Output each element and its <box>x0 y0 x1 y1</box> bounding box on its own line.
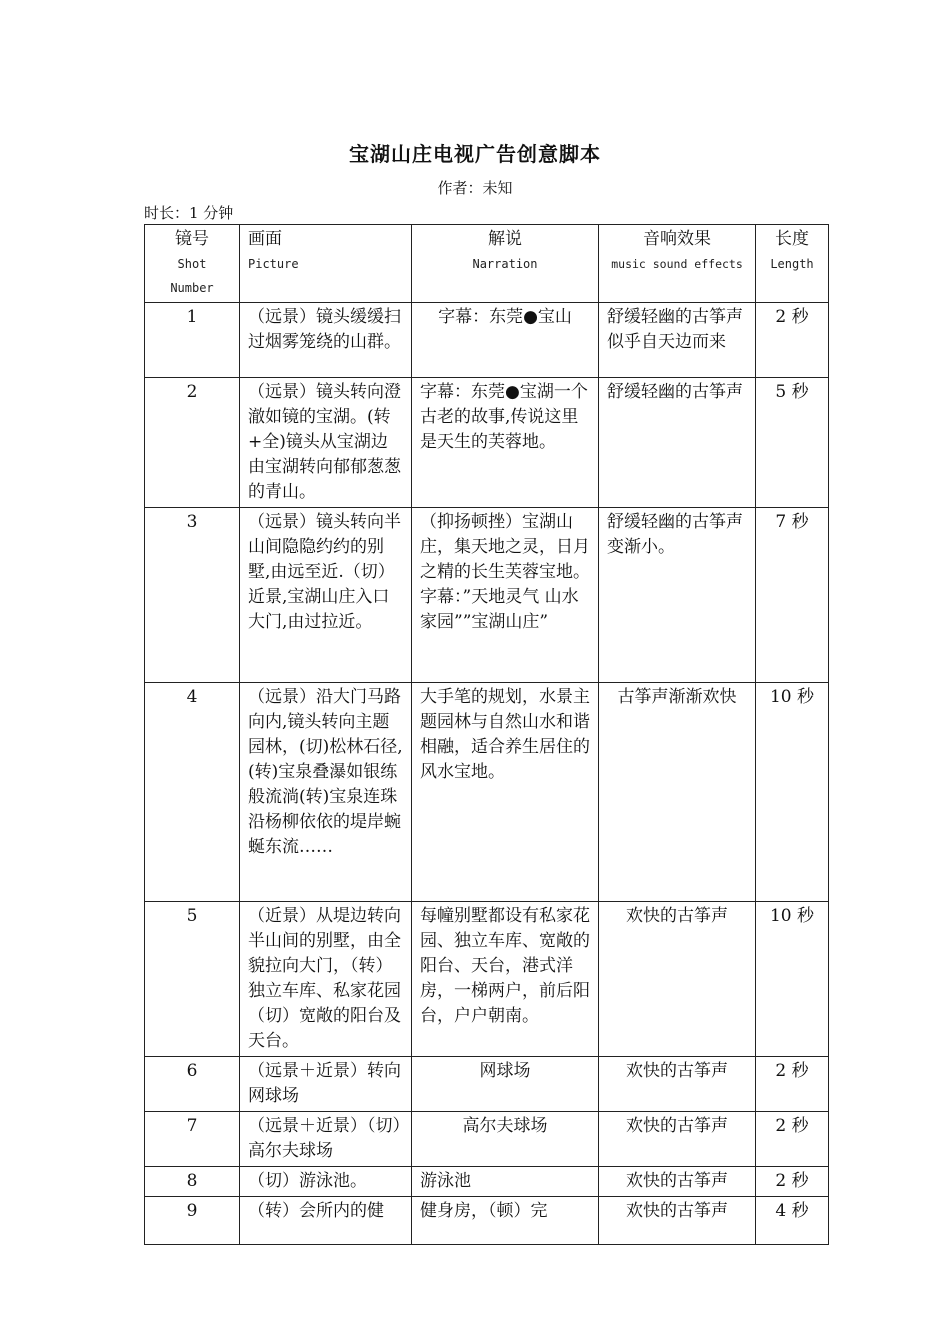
table-row <box>145 1167 829 1197</box>
cell-narration: 大手笔的规划，水景主题园林与自然山水和谐相融，适合养生居住的风水宝地。 <box>412 683 599 902</box>
duration-line: 时长：1 分钟 <box>144 204 234 222</box>
cell-narration: 游泳池 <box>412 1167 599 1197</box>
script-table <box>144 224 829 1245</box>
cell-length: 2 秒 <box>756 1057 829 1112</box>
cell-length: 10 秒 <box>756 902 829 1057</box>
table-row <box>145 508 829 683</box>
cell-picture: （远景）镜头转向半山间隐隐约约的别墅,由远至近.（切）近景,宝湖山庄入口大门,由过拉近。 <box>240 508 412 683</box>
cell-sound: 舒缓轻幽的古筝声似乎自天边而来 <box>599 303 756 378</box>
table-row <box>145 1112 829 1167</box>
cell-length: 7 秒 <box>756 508 829 683</box>
cell-narration: （抑扬顿挫）宝湖山庄，集天地之灵，日月之精的长生芙蓉宝地。字幕：”天地灵气 山水家园””宝湖山庄” <box>412 508 599 683</box>
page-title: 宝湖山庄电视广告创意脚本 <box>349 142 601 166</box>
cell-narration: 高尔夫球场 <box>412 1112 599 1167</box>
cell-shot: 7 <box>145 1112 240 1167</box>
cell-length: 4 秒 <box>756 1197 829 1245</box>
cell-length: 2 秒 <box>756 303 829 378</box>
cell-sound: 欢快的古筝声 <box>599 902 756 1057</box>
table-row <box>145 1197 829 1245</box>
table-row <box>145 902 829 1057</box>
cell-sound: 欢快的古筝声 <box>599 1197 756 1245</box>
cell-shot: 6 <box>145 1057 240 1112</box>
cell-narration: 字幕：东莞●宝山 <box>412 303 599 378</box>
cell-shot: 2 <box>145 378 240 508</box>
table-header-row <box>145 225 829 303</box>
cell-shot: 1 <box>145 303 240 378</box>
cell-picture: （转）会所内的健 <box>240 1197 412 1245</box>
cell-shot: 4 <box>145 683 240 902</box>
cell-picture: （远景＋近景）（切）高尔夫球场 <box>240 1112 412 1167</box>
cell-sound: 欢快的古筝声 <box>599 1167 756 1197</box>
table-row <box>145 378 829 508</box>
cell-sound: 欢快的古筝声 <box>599 1112 756 1167</box>
table-row <box>145 683 829 902</box>
table-row <box>145 303 829 378</box>
cell-narration: 字幕：东莞●宝湖一个古老的故事,传说这里是天生的芙蓉地。 <box>412 378 599 508</box>
cell-picture: （远景＋近景）转向网球场 <box>240 1057 412 1112</box>
header-narration: 解说 Narration <box>412 225 599 303</box>
cell-picture: （切）游泳池。 <box>240 1167 412 1197</box>
cell-narration: 每幢别墅都设有私家花园、独立车库、宽敞的阳台、天台，港式洋房，一梯两户，前后阳台，户户朝南。 <box>412 902 599 1057</box>
cell-sound: 欢快的古筝声 <box>599 1057 756 1112</box>
cell-shot: 3 <box>145 508 240 683</box>
header-sound: 音响效果 music sound effects <box>599 225 756 303</box>
cell-length: 5 秒 <box>756 378 829 508</box>
cell-picture: （远景）沿大门马路向内,镜头转向主题园林，(切)松林石径,(转)宝泉叠瀑如银练般流淌(转)宝泉连珠沿杨柳依依的堤岸蜿蜒东流…… <box>240 683 412 902</box>
author-line: 作者：未知 <box>437 179 513 197</box>
cell-length: 2 秒 <box>756 1112 829 1167</box>
cell-shot: 8 <box>145 1167 240 1197</box>
cell-length: 10 秒 <box>756 683 829 902</box>
cell-picture: （远景）镜头缓缓扫过烟雾笼绕的山群。 <box>240 303 412 378</box>
cell-length: 2 秒 <box>756 1167 829 1197</box>
header-length: 长度 Length <box>756 225 829 303</box>
cell-shot: 5 <box>145 902 240 1057</box>
cell-sound: 舒缓轻幽的古筝声 <box>599 378 756 508</box>
header-shot: 镜号 Shot Number <box>145 225 240 303</box>
cell-narration: 健身房，（顿）完 <box>412 1197 599 1245</box>
cell-sound: 古筝声渐渐欢快 <box>599 683 756 902</box>
cell-picture: （近景）从堤边转向半山间的别墅，由全貌拉向大门，（转）独立车库、私家花园（切）宽敞的阳台及天台。 <box>240 902 412 1057</box>
cell-narration: 网球场 <box>412 1057 599 1112</box>
cell-sound: 舒缓轻幽的古筝声变渐小。 <box>599 508 756 683</box>
cell-picture: （远景）镜头转向澄澈如镜的宝湖。(转+全)镜头从宝湖边由宝湖转向郁郁葱葱的青山。 <box>240 378 412 508</box>
table-row <box>145 1057 829 1112</box>
cell-shot: 9 <box>145 1197 240 1245</box>
header-picture: 画面 Picture <box>240 225 412 303</box>
